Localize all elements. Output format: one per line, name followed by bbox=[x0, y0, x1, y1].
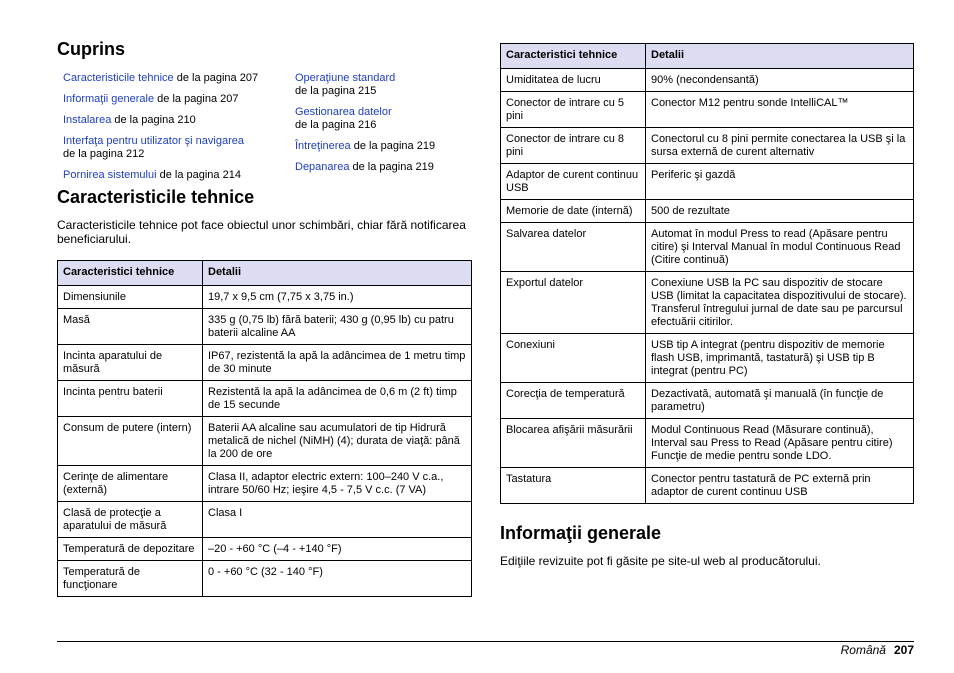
general-info-title: Informaţii generale bbox=[500, 523, 662, 543]
table-row bbox=[501, 164, 914, 200]
toc-entry bbox=[63, 72, 283, 85]
toc-entry bbox=[63, 114, 283, 127]
spec-detail: USB tip A integrat (pentru dispozitiv de memorie flash USB, imprimantă, tastatură) şi USB tip B integrat (pentru PC) bbox=[646, 334, 914, 383]
toc-link[interactable]: Pornirea sistemului bbox=[63, 169, 157, 181]
toc-link[interactable]: Operaţiune standard bbox=[295, 72, 396, 84]
toc-title: Cuprins bbox=[57, 39, 126, 59]
spec-name: Masă bbox=[58, 309, 203, 345]
spec-detail: Conector M12 pentru sonde IntelliCAL™ bbox=[646, 92, 914, 128]
spec-detail: 0 - +60 °C (32 - 140 °F) bbox=[203, 561, 472, 597]
table-row bbox=[58, 345, 472, 381]
spec-detail: Rezistentă la apă la adâncimea de 0,6 m (2 ft) timp de 15 secunde bbox=[203, 381, 472, 417]
spec-detail: 90% (necondensantă) bbox=[646, 69, 914, 92]
spec-name: Blocarea afişării măsurării bbox=[501, 419, 646, 468]
spec-detail: 19,7 x 9,5 cm (7,75 x 3,75 in.) bbox=[203, 286, 472, 309]
table-row bbox=[501, 383, 914, 419]
toc-entry bbox=[63, 135, 283, 161]
table-row bbox=[58, 561, 472, 597]
toc-link[interactable]: Informaţii generale bbox=[63, 93, 155, 105]
toc-page-ref: de la pagina 210 bbox=[111, 114, 196, 126]
specs-title: Caracteristicile tehnice bbox=[57, 187, 255, 207]
page-number: 207 bbox=[893, 643, 914, 657]
table-row bbox=[501, 334, 914, 383]
header-cell-details: Detalii bbox=[203, 261, 472, 286]
spec-detail: Modul Continuous Read (Măsurare continuă), Interval sau Press to Read (Apăsare pentru citire) Funcţie de medie pentru sonde LDO. bbox=[646, 419, 914, 468]
spec-name: Adaptor de curent continuu USB bbox=[501, 164, 646, 200]
spec-detail: Conectorul cu 8 pini permite conectarea la USB şi la sursa externă de curent alternativ bbox=[646, 128, 914, 164]
toc-page-ref: de la pagina 219 bbox=[349, 161, 434, 173]
spec-name: Conector de intrare cu 5 pini bbox=[501, 92, 646, 128]
spec-name: Incinta pentru baterii bbox=[58, 381, 203, 417]
spec-name: Clasă de protecţie a aparatului de măsură bbox=[58, 502, 203, 538]
spec-name: Tastatura bbox=[501, 468, 646, 504]
table-row bbox=[58, 417, 472, 466]
toc-entry bbox=[63, 169, 283, 182]
header-cell-spec: Caracteristici tehnice bbox=[58, 261, 203, 286]
toc-column-left bbox=[63, 72, 283, 190]
right-column bbox=[500, 43, 914, 568]
spec-name: Conexiuni bbox=[501, 334, 646, 383]
page-footer bbox=[841, 642, 914, 658]
header-cell-spec: Caracteristici tehnice bbox=[501, 44, 646, 69]
table-header-row bbox=[501, 44, 914, 69]
spec-name: Incinta aparatului de măsură bbox=[58, 345, 203, 381]
spec-name: Memorie de date (internă) bbox=[501, 200, 646, 223]
left-column bbox=[57, 38, 472, 597]
spec-name: Temperatură de funcţionare bbox=[58, 561, 203, 597]
toc-page-ref: de la pagina 207 bbox=[154, 93, 239, 105]
general-info-text: Ediţiile revizuite pot fi găsite pe site-ul web al producătorului. bbox=[500, 554, 821, 568]
spec-detail: Clasa I bbox=[203, 502, 472, 538]
toc-link[interactable]: Depanarea bbox=[295, 161, 350, 173]
toc-page-ref: de la pagina 214 bbox=[156, 169, 241, 181]
spec-detail: 335 g (0,75 lb) fără baterii; 430 g (0,95 lb) cu patru baterii alcaline AA bbox=[203, 309, 472, 345]
table-row bbox=[58, 286, 472, 309]
toc-link[interactable]: Gestionarea datelor bbox=[295, 106, 392, 118]
toc-page-ref: de la pagina 207 bbox=[173, 72, 259, 84]
spec-name: Dimensiunile bbox=[58, 286, 203, 309]
toc-page-ref: de la pagina 215 bbox=[295, 85, 377, 97]
specs-table-right bbox=[500, 43, 914, 504]
table-row bbox=[58, 381, 472, 417]
toc-link[interactable]: Întreţinerea bbox=[295, 140, 351, 152]
spec-name: Corecţia de temperatură bbox=[501, 383, 646, 419]
spec-name: Temperatură de depozitare bbox=[58, 538, 203, 561]
toc-entry bbox=[295, 72, 471, 98]
toc-entry bbox=[63, 93, 283, 106]
toc-link[interactable]: Interfaţa pentru utilizator şi navigarea bbox=[63, 135, 244, 147]
toc-page-ref: de la pagina 212 bbox=[63, 148, 145, 160]
spec-detail: Periferic şi gazdă bbox=[646, 164, 914, 200]
spec-detail: –20 - +60 °C (–4 - +140 °F) bbox=[203, 538, 472, 561]
toc-page-ref: de la pagina 219 bbox=[350, 140, 436, 152]
table-row bbox=[501, 200, 914, 223]
table-row bbox=[501, 468, 914, 504]
table-row bbox=[501, 223, 914, 272]
table-row bbox=[58, 466, 472, 502]
spec-name: Cerinţe de alimentare (externă) bbox=[58, 466, 203, 502]
footer-divider bbox=[57, 641, 914, 642]
spec-name: Exportul datelor bbox=[501, 272, 646, 334]
header-cell-details: Detalii bbox=[646, 44, 914, 69]
spec-name: Umiditatea de lucru bbox=[501, 69, 646, 92]
spec-detail: Automat în modul Press to read (Apăsare pentru citire) şi Interval Manual în modul Continuous Read (Citire continuă) bbox=[646, 223, 914, 272]
spec-detail: IP67, rezistentă la apă la adâncimea de 1 metru timp de 30 minute bbox=[203, 345, 472, 381]
table-row bbox=[58, 538, 472, 561]
table-header-row bbox=[58, 261, 472, 286]
table-row bbox=[58, 309, 472, 345]
footer-language: Română bbox=[840, 643, 886, 657]
spec-detail: Baterii AA alcaline sau acumulatori de tip Hidrură metalică de nichel (NiMH) (4); durata de viaţă: până la 200 de ore bbox=[203, 417, 472, 466]
spec-name: Consum de putere (intern) bbox=[58, 417, 203, 466]
table-row bbox=[501, 92, 914, 128]
table-row bbox=[501, 419, 914, 468]
toc-link[interactable]: Instalarea bbox=[63, 114, 112, 126]
toc-page-ref: de la pagina 216 bbox=[295, 119, 377, 131]
specs-table-left bbox=[57, 260, 472, 597]
spec-detail: Conexiune USB la PC sau dispozitiv de stocare USB (limitat la capacitatea dispozitivului de stocare). Transferul întregului jurnal de date sau pe parcursul efectuării citirilor. bbox=[646, 272, 914, 334]
spec-detail: Clasa II, adaptor electric extern: 100–240 V c.a., intrare 50/60 Hz; ieşire 4,5 - 7,5 V c.c. (7 VA) bbox=[203, 466, 472, 502]
table-row bbox=[501, 272, 914, 334]
specs-intro: Caracteristicile tehnice pot face obiectul unor schimbări, chiar fără notificarea beneficiarului. bbox=[57, 218, 466, 246]
toc-entry bbox=[295, 140, 471, 153]
spec-detail: 500 de rezultate bbox=[646, 200, 914, 223]
spec-name: Salvarea datelor bbox=[501, 223, 646, 272]
toc-entry bbox=[295, 161, 471, 174]
spec-detail: Conector pentru tastatură de PC externă prin adaptor de curent continuu USB bbox=[646, 468, 914, 504]
toc-entry bbox=[295, 106, 471, 132]
table-of-contents bbox=[57, 72, 472, 181]
spec-name: Conector de intrare cu 8 pini bbox=[501, 128, 646, 164]
spec-detail: Dezactivată, automată şi manuală (în funcţie de parametru) bbox=[646, 383, 914, 419]
table-row bbox=[501, 128, 914, 164]
toc-column-right bbox=[295, 72, 471, 182]
toc-link[interactable]: Caracteristicile tehnice bbox=[63, 72, 174, 84]
table-row bbox=[501, 69, 914, 92]
table-row bbox=[58, 502, 472, 538]
